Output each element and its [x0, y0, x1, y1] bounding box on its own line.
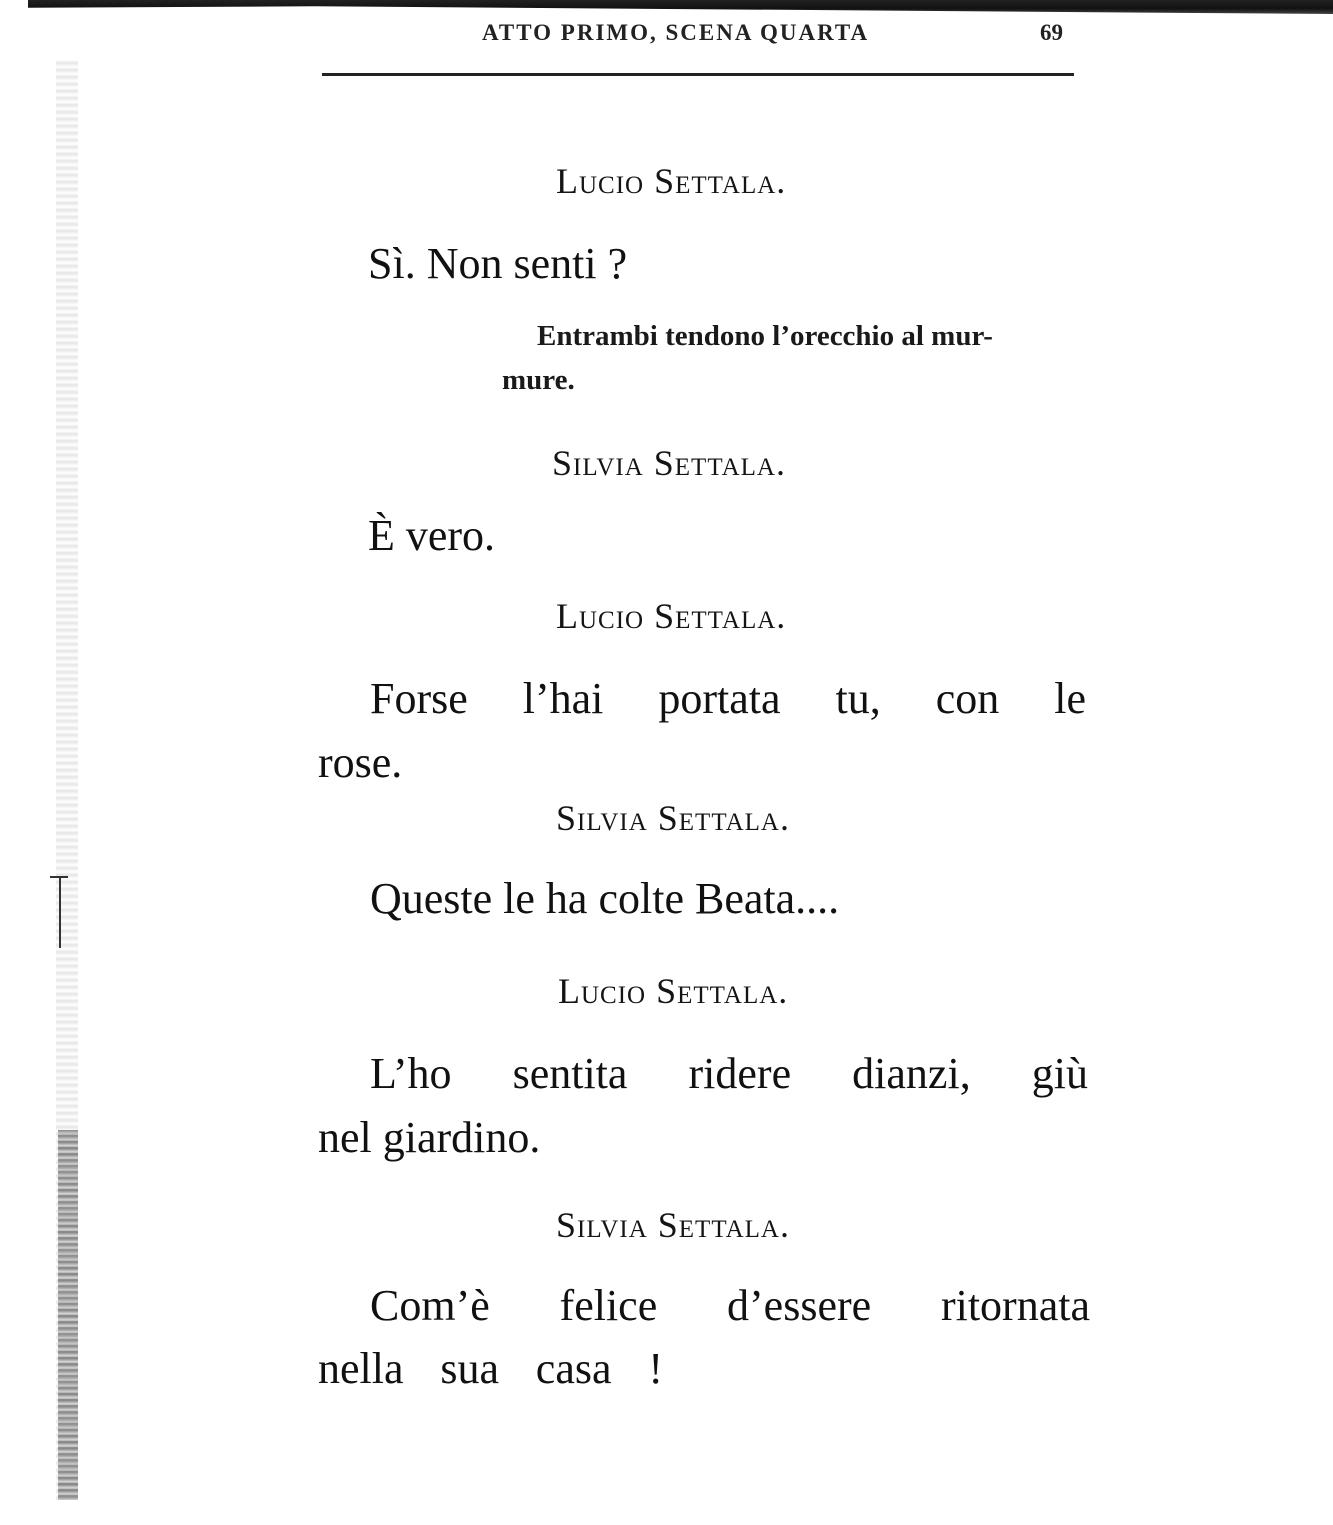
speaker-lucio: Lucio Settala. [558, 971, 789, 1011]
scan-top-edge [28, 0, 1333, 14]
dialogue-line: L’ho sentita ridere dianzi, giù [370, 1049, 1088, 1098]
running-head [320, 18, 1080, 78]
dialogue-line: Forse l’hai portata tu, con le [370, 674, 1086, 723]
dialogue-line-cont: nel giardino. [318, 1113, 541, 1162]
stage-direction: Entrambi tendono l’orecchio al mur- [537, 320, 993, 352]
dialogue-line: È vero. [368, 511, 496, 560]
running-title: ATTO PRIMO, SCENA QUARTA [482, 20, 870, 45]
dialogue-line: Sì. Non senti ? [368, 239, 628, 288]
dialogue-line-cont: rose. [318, 738, 403, 787]
margin-mark [50, 876, 68, 948]
speaker-lucio: Lucio Settala. [556, 161, 787, 201]
speaker-silvia: Silvia Settala. [552, 443, 786, 483]
dialogue-line-cont: nella sua casa ! [318, 1344, 663, 1393]
stage-direction-cont: mure. [502, 364, 575, 396]
header-rule [322, 73, 1074, 76]
scan-left-edge-shadow [58, 1130, 78, 1500]
dialogue-line: Queste le ha colte Beata.... [370, 874, 840, 923]
speaker-silvia: Silvia Settala. [556, 1205, 790, 1245]
speaker-lucio: Lucio Settala. [556, 596, 787, 636]
page-number: 69 [1040, 20, 1063, 45]
speaker-silvia: Silvia Settala. [556, 798, 790, 838]
dialogue-line: Com’è felice d’essere ritornata [370, 1281, 1090, 1330]
